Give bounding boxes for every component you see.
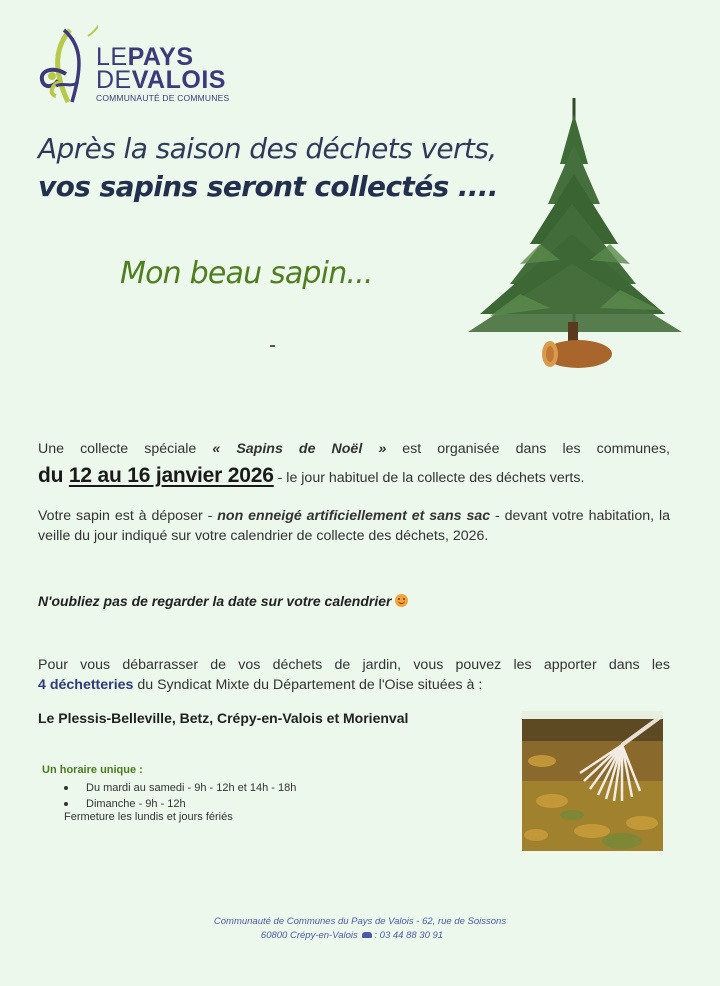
towns-list: Le Plessis-Belleville, Betz, Crépy-en-Valois et Morienval (38, 710, 409, 726)
intro-paragraph: Une collecte spéciale « Sapins de Noël » est organisée dans les communes, (38, 441, 670, 457)
calendar-reminder: N'oubliez pas de regarder la date sur votre calendrier (38, 593, 408, 609)
deposit-paragraph: Votre sapin est à déposer - non enneigé artificiellement et sans sac - devant votre habitation, la veille du jour indiqué sur votre calendrier de collecte des déchets, 2026. (38, 508, 670, 544)
collection-dates: 12 au 16 janvier 2026 (68, 464, 274, 487)
hours-item: Du mardi au samedi - 9h - 12h et 14h - 18h (42, 780, 296, 796)
logo-line-1: LEPAYS (96, 43, 194, 71)
rake-leaves-image (522, 711, 663, 851)
hours-item: Dimanche - 9h - 12h (42, 796, 296, 812)
headline-line-2: vos sapins seront collectés .... (38, 170, 498, 203)
pays-de-valois-logo (38, 22, 238, 110)
footer-contact: 60800 Crépy-en-Valois : 03 44 88 30 91 (260, 930, 444, 941)
christmas-tree-image (460, 94, 690, 374)
hours-title: Un horaire unique : (42, 764, 143, 776)
garden-waste-paragraph: Pour vous débarrasser de vos déchets de jardin, vous pouvez les apporter dans les 4 déchetteries du Syndicat Mixte du Département de l'Oise situées à : (38, 657, 670, 693)
logo-line-2: DEVALOIS (96, 66, 226, 94)
closing-note: Fermeture les lundis et jours fériés (64, 811, 233, 823)
smiley-icon (395, 594, 408, 607)
headline-line-1: Après la saison des déchets verts, (38, 132, 497, 165)
logo-subtitle: COMMUNAUTÉ DE COMMUNES (96, 93, 230, 103)
fleur-de-lis-logo (38, 22, 98, 110)
footer-address: Communauté de Communes du Pays de Valois - 62, rue de Soissons (213, 916, 507, 927)
hours-list (42, 780, 296, 812)
date-line: du 12 au 16 janvier 2026 - le jour habituel de la collecte des déchets verts. (38, 464, 585, 487)
subheading: Mon beau sapin... (120, 256, 373, 291)
speck (270, 345, 275, 347)
phone-icon (362, 932, 372, 938)
